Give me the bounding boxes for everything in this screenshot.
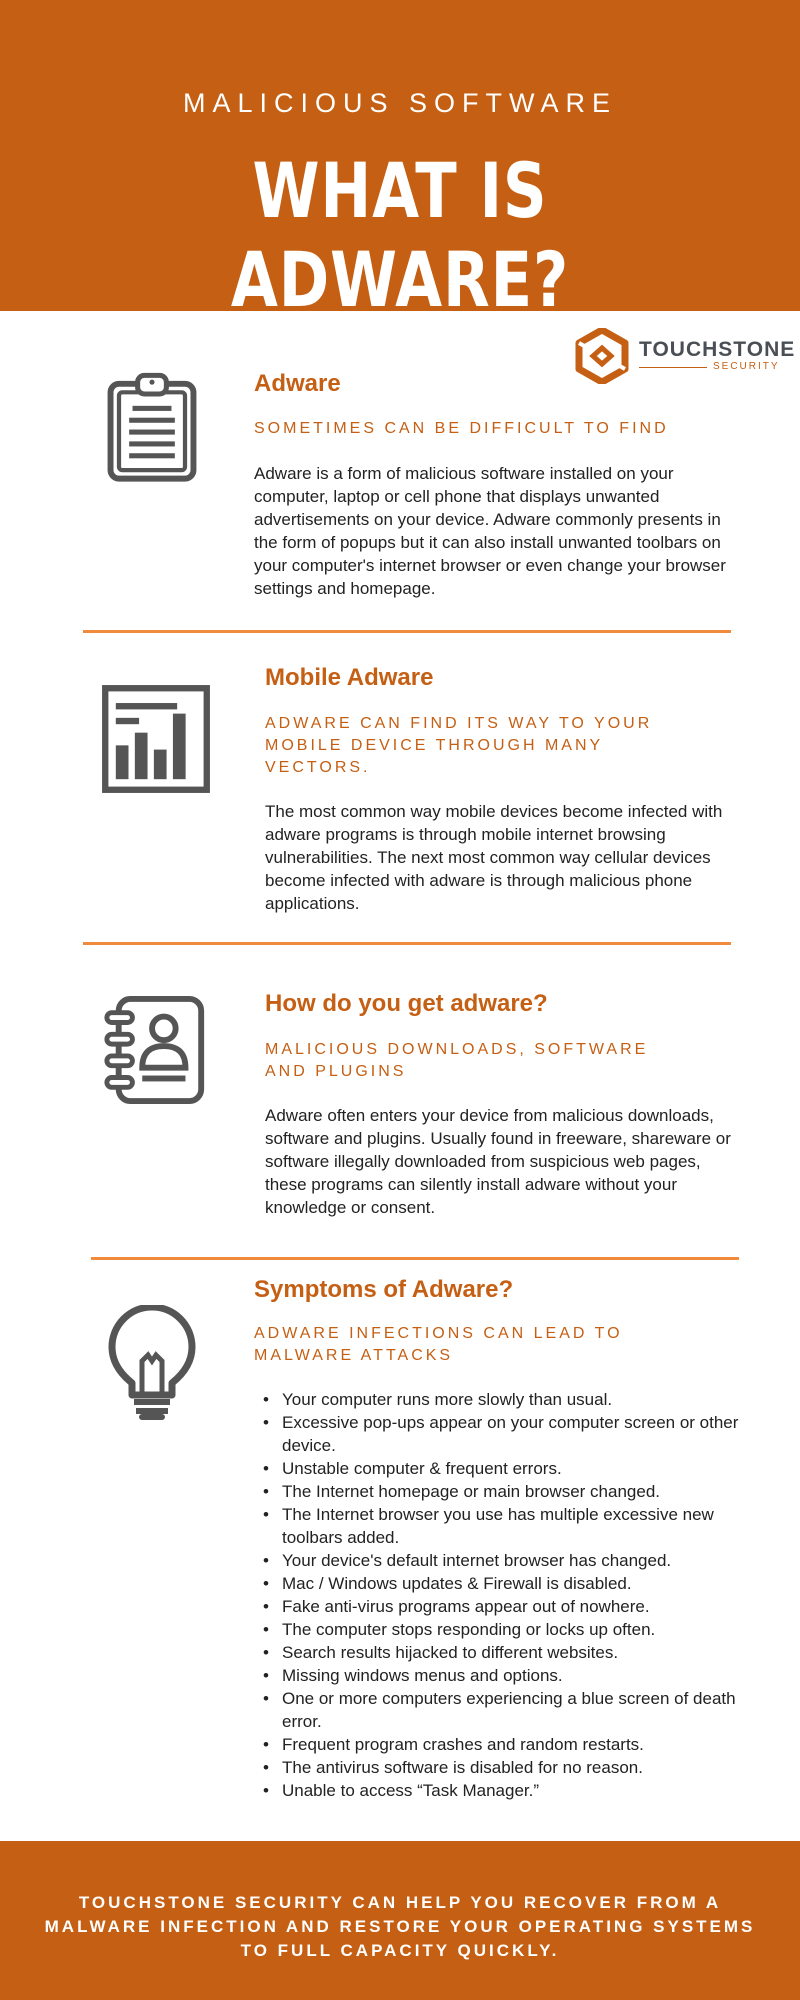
symptoms-list [254,1388,744,1802]
list-item: • One or more computers experiencing a blue screen of death error. [254,1687,744,1733]
brand-name: TOUCHSTONE [639,338,796,361]
list-item: • Excessive pop-ups appear on your computer screen or other device. [254,1411,744,1457]
list-item: • The computer stops responding or locks up often. [254,1618,744,1641]
section-mobile-title: Mobile Adware [265,664,434,691]
list-item: • The Internet browser you use has multiple excessive new toolbars added. [254,1503,744,1549]
footer-text: TOUCHSTONE SECURITY CAN HELP YOU RECOVER FROM A MALWARE INFECTION AND RESTORE YOUR OPERATING SYSTEMS TO FULL CAPACITY QUICKLY. [44,1893,756,1960]
brand-subtitle: SECURITY [713,361,780,372]
list-item: • Unable to access “Task Manager.” [254,1779,744,1802]
address-book-icon [101,995,211,1105]
footer-banner [0,1841,800,2000]
list-item: • Mac / Windows updates & Firewall is disabled. [254,1572,744,1595]
header-eyebrow: MALICIOUS SOFTWARE [182,88,618,118]
lightbulb-icon [108,1305,196,1425]
section-get-adware-body: Adware often enters your device from malicious downloads, software and plugins. Usually found in freeware, shareware or software illegally downloaded from suspicious web pages, these programs can silently install adware without your knowledge or consent. [265,1106,731,1217]
section-get-adware-title: How do you get adware? [265,990,548,1017]
list-item: • The Internet homepage or main browser changed. [254,1480,744,1503]
list-item: • Missing windows menus and options. [254,1664,744,1687]
section-adware-subtitle: SOMETIMES CAN BE DIFFICULT TO FIND [254,420,669,437]
section-divider [83,942,731,945]
section-get-adware-subtitle: MALICIOUS DOWNLOADS, SOFTWARE AND PLUGINS [265,1041,649,1080]
bar-chart-icon [101,684,211,794]
clipboard-icon [97,372,207,482]
section-divider [91,1257,739,1260]
section-mobile-subtitle: ADWARE CAN FIND ITS WAY TO YOUR MOBILE DEVICE THROUGH MANY VECTORS. [265,715,653,776]
section-adware-title: Adware [254,370,341,397]
list-item: • Unstable computer & frequent errors. [254,1457,744,1480]
list-item: • Frequent program crashes and random restarts. [254,1733,744,1756]
list-item: • Your computer runs more slowly than usual. [254,1388,744,1411]
list-item: • Your device's default internet browser has changed. [254,1549,744,1572]
touchstone-logo-icon [575,328,629,384]
section-symptoms-title: Symptoms of Adware? [254,1276,514,1303]
section-mobile-body: The most common way mobile devices become infected with adware programs is through mobile internet browsing vulnerabilities. The next most common way cellular devices become infected with adware is through malicious phone applications. [265,802,723,913]
list-item: • The antivirus software is disabled for no reason. [254,1756,744,1779]
brand-divider [639,367,707,368]
list-item: • Fake anti-virus programs appear out of nowhere. [254,1595,744,1618]
header-banner [0,0,800,324]
page-title: WHAT IS ADWARE? [230,146,570,324]
section-symptoms-subtitle: ADWARE INFECTIONS CAN LEAD TO MALWARE ATTACKS [254,1325,623,1364]
list-item: • Search results hijacked to different websites. [254,1641,744,1664]
section-divider [83,630,731,633]
section-adware-body: Adware is a form of malicious software installed on your computer, laptop or cell phone that displays unwanted advertisements on your device. Adware commonly presents in the form of popups but it can also install unwanted toolbars on your computer's internet browser or even change your browser settings and homepage. [254,464,726,598]
touchstone-logo [575,326,796,386]
